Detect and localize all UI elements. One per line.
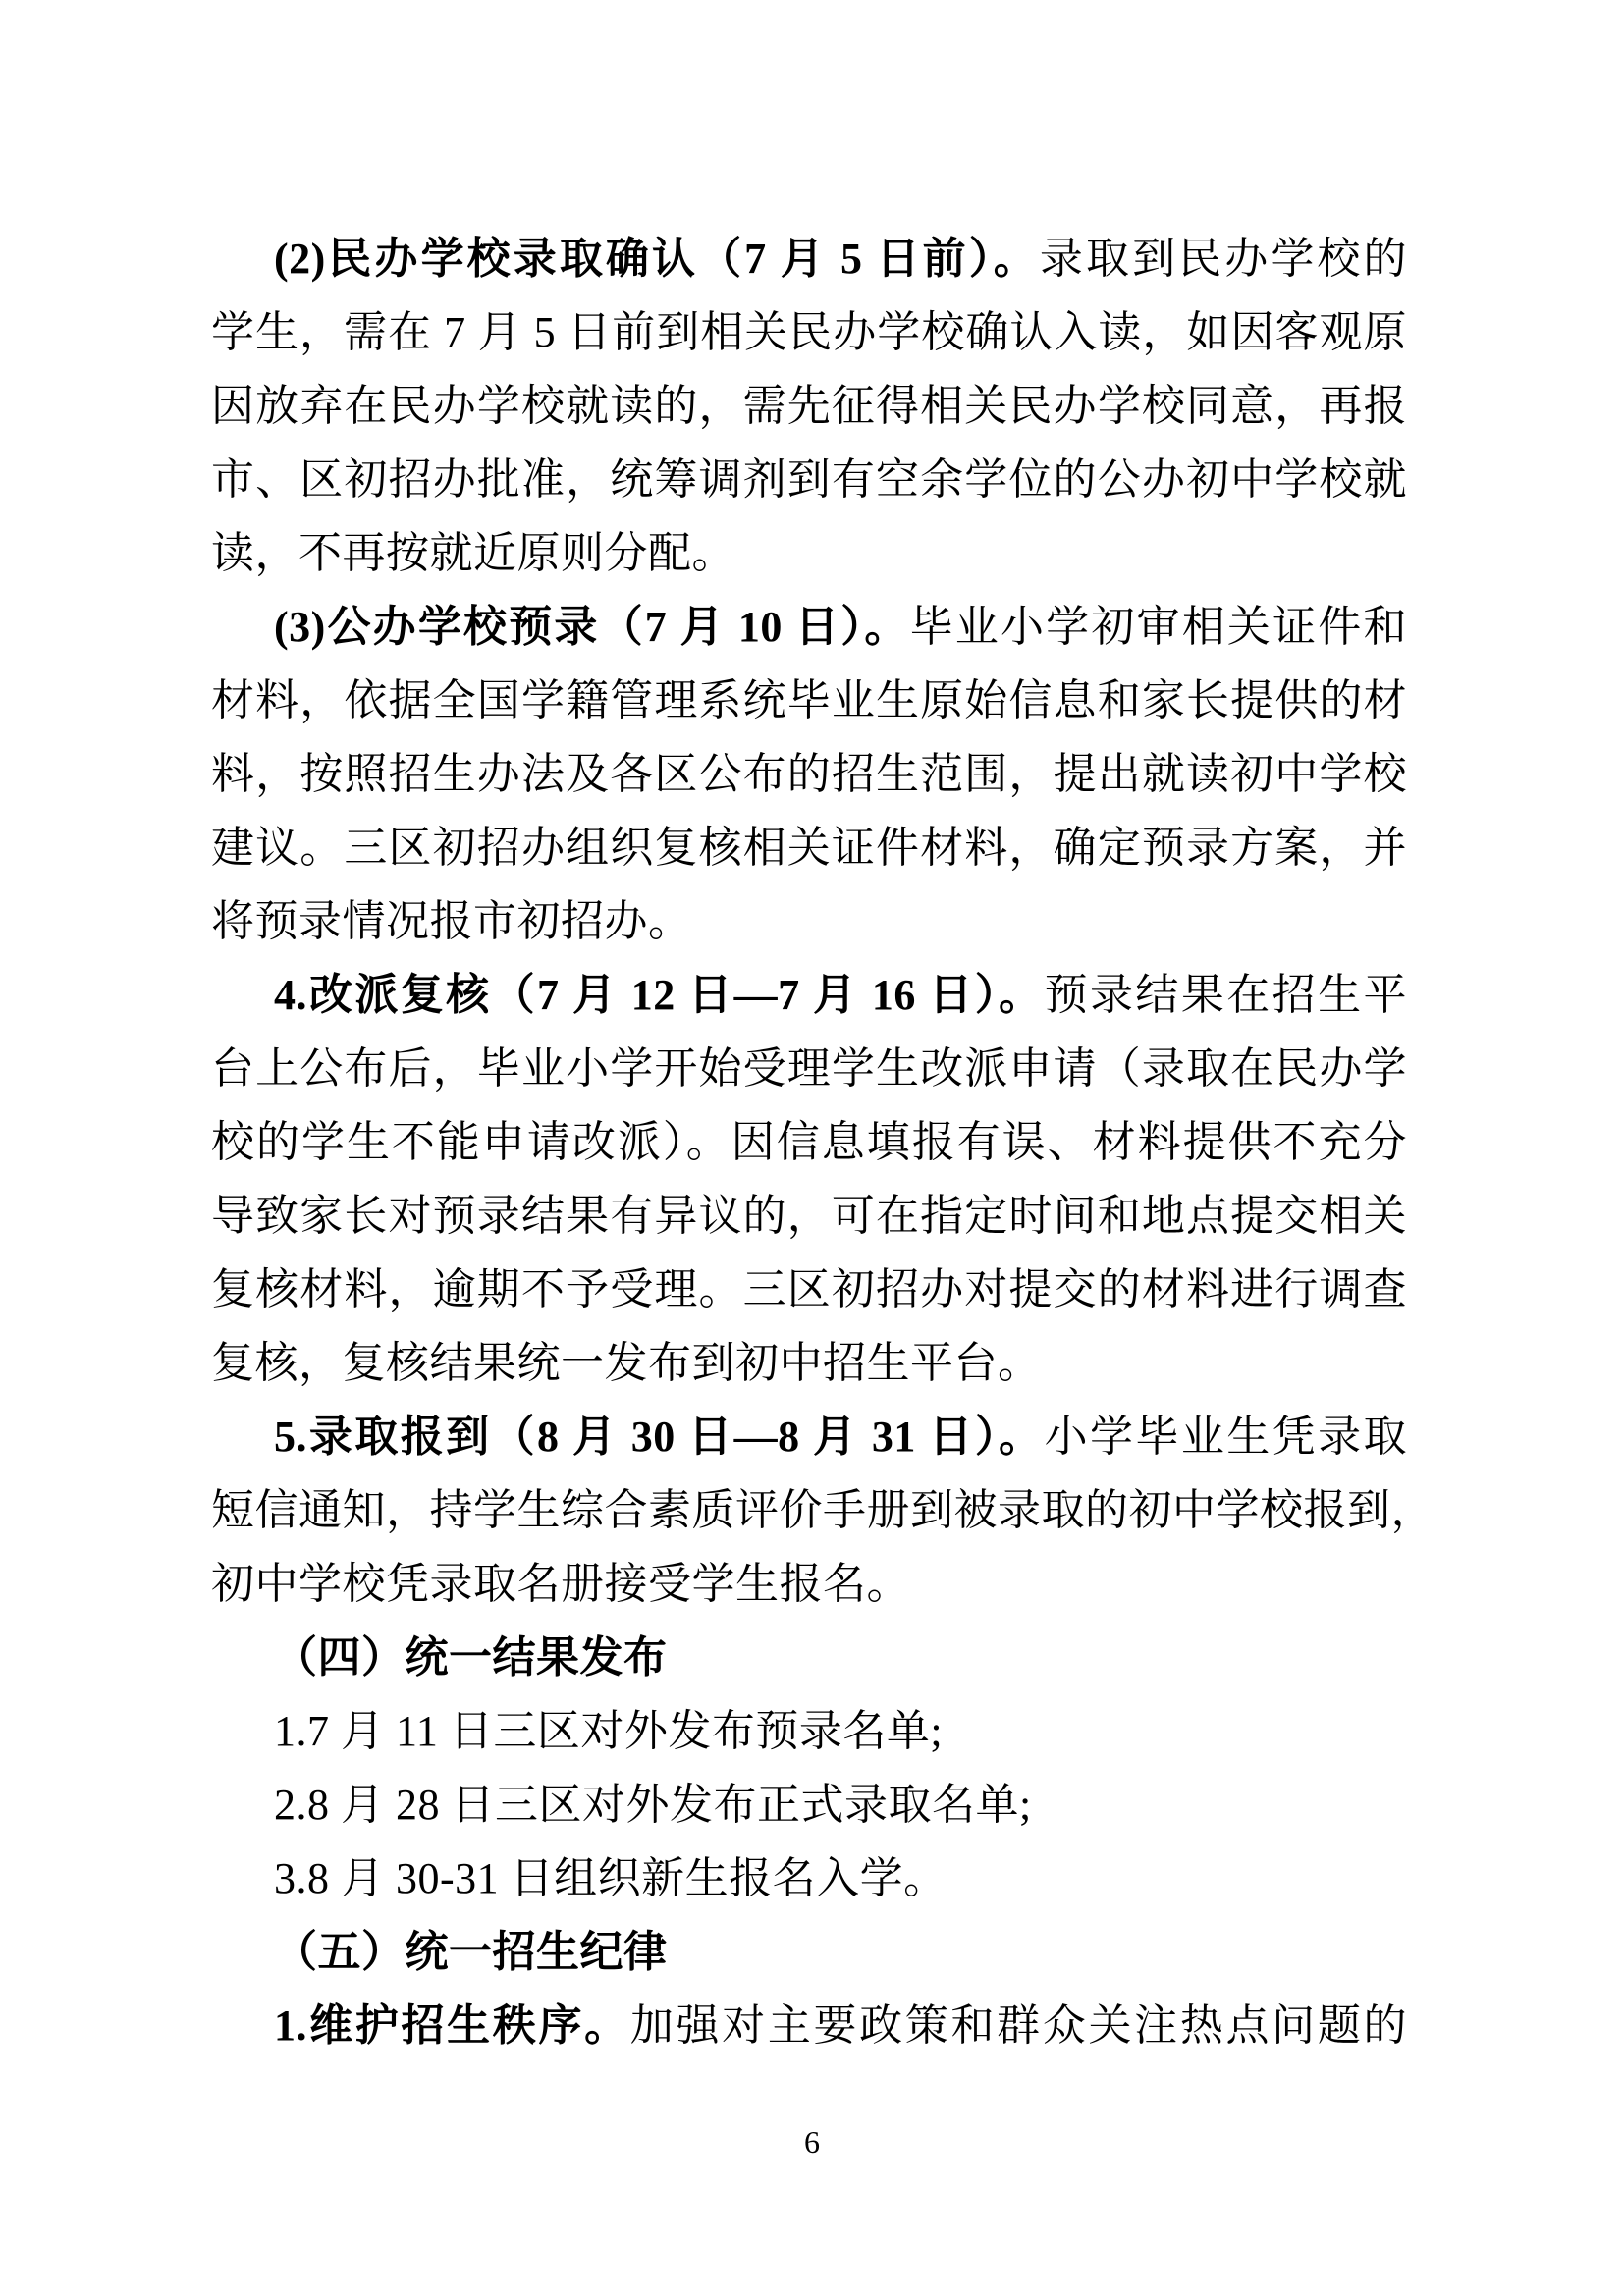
text-line [211, 1400, 1407, 1473]
text-line [211, 1032, 1407, 1105]
text-line [211, 1253, 1407, 1326]
document-body [211, 222, 1435, 2062]
text-line [211, 1621, 1407, 1694]
body-text: 复核，复核结果统一发布到初中招生平台。 [211, 1339, 1042, 1387]
text-line [211, 1768, 1407, 1842]
body-text: 导致家长对预录结果有异议的，可在指定时间和地点提交相关 [211, 1192, 1407, 1240]
text-line [211, 737, 1407, 811]
body-text: 复核材料，逾期不予受理。三区初招办对提交的材料进行调查 [211, 1265, 1407, 1313]
page-number: 6 [804, 2124, 820, 2160]
body-text: 录取到民办学校的 [1039, 235, 1408, 283]
text-line [211, 369, 1407, 443]
body-text: 毕业小学初审相关证件和 [909, 603, 1407, 651]
text-line [211, 1989, 1407, 2062]
body-text: 台上公布后，毕业小学开始受理学生改派申请（录取在民办学 [211, 1044, 1407, 1093]
text-line [211, 1105, 1407, 1179]
heading-text: （四）统一结果发布 [274, 1633, 668, 1682]
text-line [211, 958, 1407, 1032]
text-line [211, 222, 1407, 295]
body-text: 学生，需在 7 月 5 日前到相关民办学校确认入读，如因客观原 [211, 308, 1407, 356]
text-line [211, 295, 1407, 369]
text-line [211, 1179, 1407, 1253]
text-line [211, 590, 1407, 664]
text-line [211, 1473, 1435, 1547]
body-text: 初中学校凭录取名册接受学生报名。 [211, 1560, 910, 1608]
heading-text: （五）统一招生纪律 [274, 1928, 668, 1976]
heading-text: 1.维护招生秩序。 [274, 2002, 630, 2050]
body-text: 加强对主要政策和群众关注热点问题的 [629, 2002, 1408, 2050]
heading-text: 4.改派复核（7 月 12 日—7 月 16 日）。 [274, 971, 1045, 1019]
body-text: 2.8 月 28 日三区对外发布正式录取名单; [274, 1781, 1032, 1829]
body-text: 建议。三区初招办组织复核相关证件材料，确定预录方案，并 [211, 824, 1407, 872]
body-text: 小学毕业生凭录取 [1044, 1413, 1408, 1461]
body-text: 因放弃在民办学校就读的，需先征得相关民办学校同意，再报 [211, 382, 1407, 430]
heading-text: (2)民办学校录取确认（7 月 5 日前）。 [274, 235, 1040, 283]
text-line [211, 1694, 1407, 1768]
text-line [211, 1915, 1407, 1989]
body-text: 将预录情况报市初招办。 [211, 897, 692, 945]
body-text: 读，不再按就近原则分配。 [211, 529, 735, 577]
body-text: 预录结果在招生平 [1044, 971, 1408, 1019]
body-text: 短信通知，持学生综合素质评价手册到被录取的初中学校报到， [211, 1486, 1435, 1534]
text-line [211, 443, 1407, 516]
text-line [211, 664, 1407, 737]
body-text: 1.7 月 11 日三区对外发布预录名单; [274, 1707, 944, 1755]
text-line [211, 884, 1407, 958]
body-text: 市、区初招办批准，统筹调剂到有空余学位的公办初中学校就 [211, 455, 1407, 504]
body-text: 3.8 月 30-31 日组织新生报名入学。 [274, 1854, 947, 1902]
text-line [211, 1842, 1407, 1915]
body-text: 校的学生不能申请改派）。因信息填报有误、材料提供不充分 [211, 1118, 1407, 1166]
text-line [211, 516, 1407, 590]
heading-text: 5.录取报到（8 月 30 日—8 月 31 日）。 [274, 1413, 1045, 1461]
text-line [211, 1547, 1407, 1621]
text-line [211, 811, 1407, 884]
body-text: 材料，依据全国学籍管理系统毕业生原始信息和家长提供的材 [211, 676, 1407, 724]
heading-text: (3)公办学校预录（7 月 10 日）。 [274, 603, 910, 651]
body-text: 料，按照招生办法及各区公布的招生范围，提出就读初中学校 [211, 750, 1407, 798]
text-line [211, 1326, 1407, 1400]
